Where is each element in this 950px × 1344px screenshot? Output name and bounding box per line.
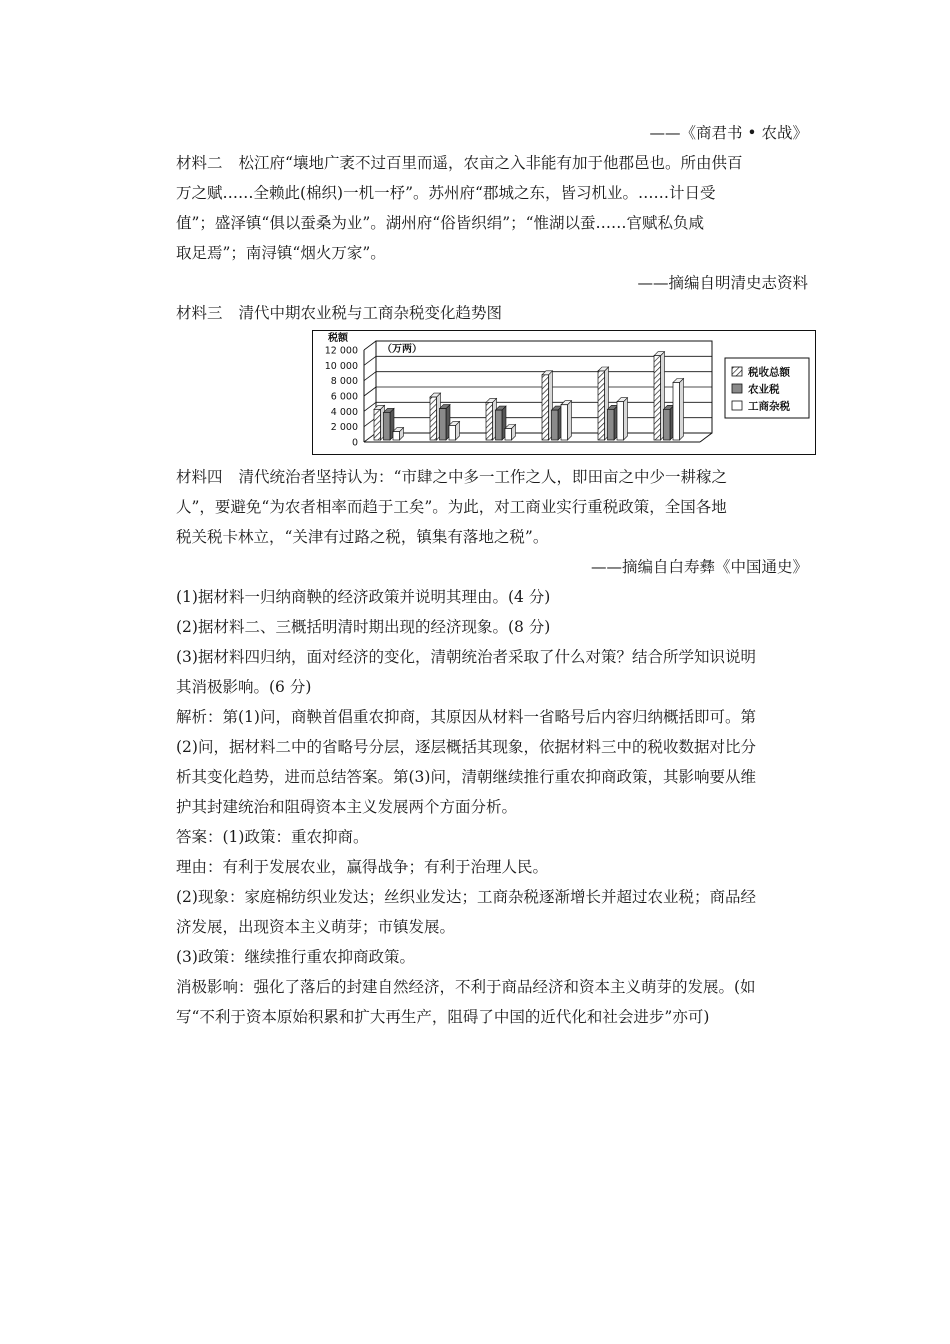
bar-agricultural-tax: [664, 409, 671, 440]
material-2-line-1: 材料二 松江府“壤地广袤不过百里而遥，农亩之入非能有加于他郡邑也。所由供百: [176, 154, 743, 172]
material-3-heading: [176, 298, 808, 328]
bar-total-tax: [654, 356, 661, 440]
material-4-line-1: 材料四 清代统治者坚持认为：“市肆之中多一工作之人，即田亩之中少一耕稼之: [176, 468, 727, 486]
y-tick-label: 12 000: [324, 345, 358, 357]
y-tick-label: 2 000: [330, 422, 358, 434]
material-3-label: 材料三: [176, 304, 223, 322]
bar-commerce-tax: [505, 429, 512, 441]
bar-total-tax: [430, 397, 437, 440]
legend-swatch: [732, 367, 742, 376]
bar-commerce-tax: [673, 383, 680, 441]
material-2-label: 材料二: [176, 154, 223, 172]
bar-total-tax: [542, 375, 549, 440]
analysis-line-3: 析其变化趋势，进而总结答案。第(3)问，清朝继续推行重农抑商政策，其影响要从维: [176, 768, 756, 786]
tax-bar-chart: [312, 330, 816, 455]
y-tick-label: 6 000: [330, 391, 358, 403]
material-2-line-2: 万之赋……全赖此(棉织)一机一杼”。苏州府“郡城之东，皆习机业。……计日受: [176, 184, 716, 202]
material-2-line-3: 值”；盛泽镇“俱以蚕桑为业”。湖州府“俗皆织绢”；“惟湖以蚕……官赋私负咸: [176, 214, 705, 232]
bar-agricultural-tax: [608, 409, 615, 440]
answer-line-1: 答案：(1)政策：重农抑商。: [176, 828, 369, 846]
legend-label: 农业税: [748, 383, 780, 396]
y-axis-label: 税额: [328, 333, 348, 344]
chart-title: 清代中期农业税与工商杂税变化趋势图: [238, 304, 503, 322]
bar-agricultural-tax: [440, 409, 447, 440]
y-tick-label: 10 000: [324, 360, 358, 372]
analysis-line-1: 解析：第(1)问，商鞅首倡重农抑商，其原因从材料一省略号后内容归纳概括即可。第: [176, 708, 756, 726]
legend-label: 工商杂税: [748, 400, 790, 413]
bar-commerce-tax: [393, 432, 400, 440]
source-material-2: ——摘编自明清史志资料: [637, 274, 808, 292]
chart-unit-label: （万两）: [382, 344, 422, 355]
bar-total-tax: [486, 402, 493, 440]
answer-line-5: (3)政策：继续推行重农抑商政策。: [176, 948, 415, 966]
bar-agricultural-tax: [496, 410, 503, 440]
y-tick-label: 8 000: [330, 376, 358, 388]
material-4-line-2: 人”，要避免“为农者相率而趋于工矣”。为此，对工商业实行重税政策，全国各地: [176, 498, 727, 516]
material-2-line-4: 取足焉”；南浔镇“烟火万家”。: [176, 244, 386, 262]
material-4-line-3: 税关税卡林立，“关津有过路之税，镇集有落地之税”。: [176, 528, 549, 546]
source-material-4: ——摘编自白寿彝《中国通史》: [590, 558, 808, 576]
bar-total-tax: [374, 409, 381, 440]
analysis-line-2: (2)问，据材料二中的省略号分层，逐层概括其现象，依据材料三中的税收数据对比分: [176, 738, 756, 756]
source-material-1: ——《商君书 • 农战》: [649, 124, 808, 142]
answer-line-4: 济发展，出现资本主义萌芽；市镇发展。: [176, 918, 456, 936]
y-tick-label: 0: [351, 437, 358, 449]
question-1: (1)据材料一归纳商鞅的经济政策并说明其理由。(4 分): [176, 588, 551, 606]
bar-side: [624, 398, 628, 440]
question-3-line-2: 其消极影响。(6 分): [176, 678, 312, 696]
answer-line-7: 写“不利于资本原始积累和扩大再生产，阻碍了中国的近代化和社会进步”亦可): [176, 1008, 710, 1026]
y-tick-label: 4 000: [330, 406, 358, 418]
answer-line-2: 理由：有利于发展农业，赢得战争；有利于治理人民。: [176, 858, 549, 876]
bar-commerce-tax: [617, 402, 624, 440]
legend-label: 税收总额: [748, 366, 790, 379]
legend-swatch: [732, 384, 742, 393]
bar-side: [568, 401, 572, 440]
material-4-label: 材料四: [176, 468, 223, 486]
answer-line-3: (2)现象：家庭棉纺织业发达；丝织业发达；工商杂税逐渐增长并超过农业税；商品经: [176, 888, 756, 906]
document-page: [176, 118, 808, 1032]
question-2: (2)据材料二、三概括明清时期出现的经济现象。(8 分): [176, 618, 551, 636]
question-3-line-1: (3)据材料四归纳，面对经济的变化，清朝统治者采取了什么对策？结合所学知识说明: [176, 648, 756, 666]
bar-side: [680, 379, 684, 441]
tax-chart-container: [176, 330, 808, 458]
legend-swatch: [732, 401, 742, 410]
answer-line-6: 消极影响：强化了落后的封建自然经济，不利于商品经济和资本主义萌芽的发展。(如: [176, 978, 756, 996]
bar-commerce-tax: [449, 425, 456, 440]
analysis-line-4: 护其封建统治和阻碍资本主义发展两个方面分析。: [176, 798, 518, 816]
bar-agricultural-tax: [552, 410, 559, 440]
bar-commerce-tax: [561, 405, 568, 440]
bar-agricultural-tax: [384, 412, 391, 440]
bar-total-tax: [598, 371, 605, 440]
